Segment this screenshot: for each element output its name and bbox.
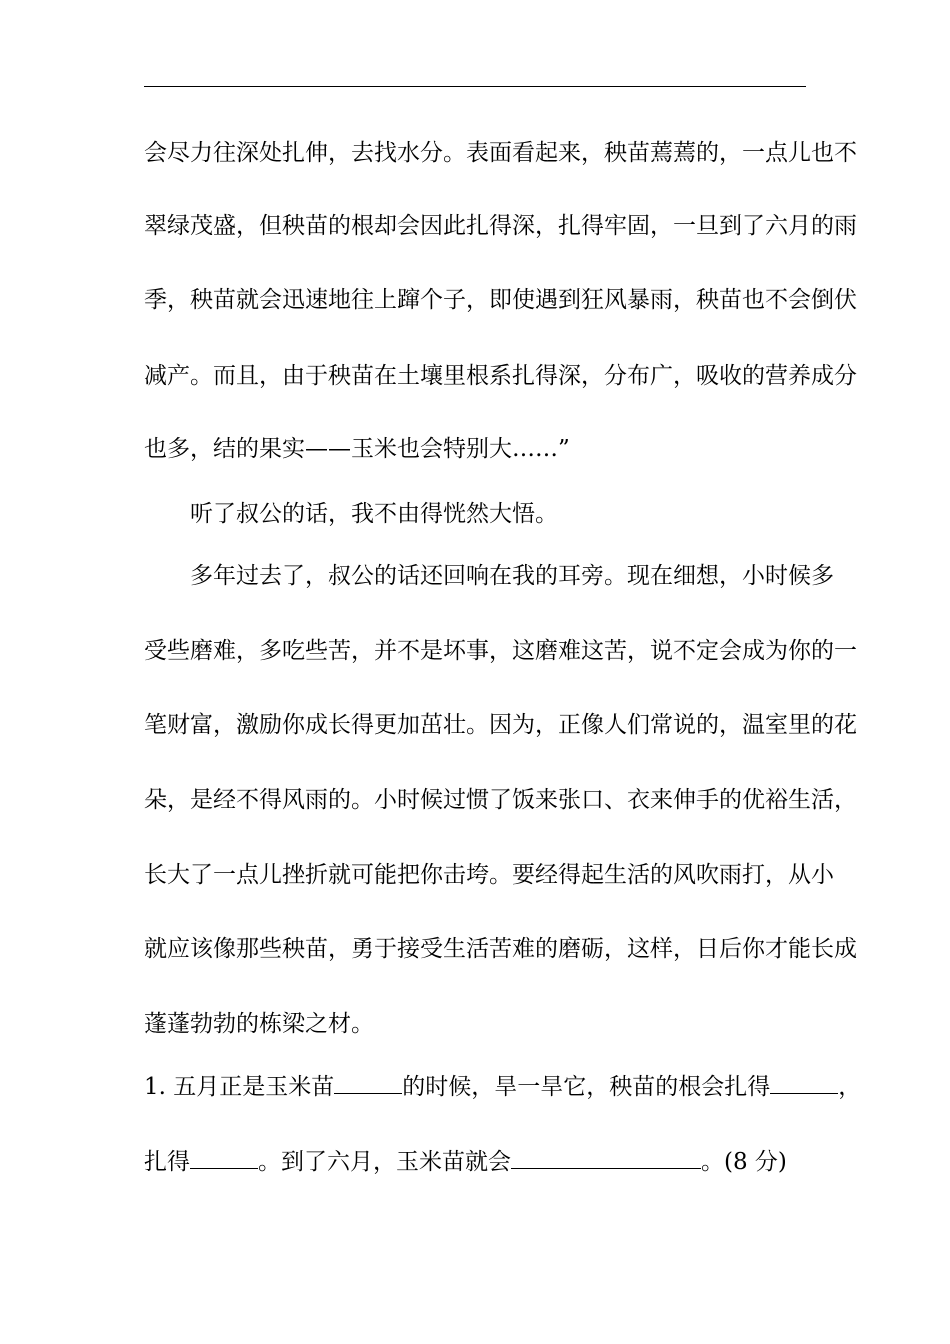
question-text: 。(8 分) [701,1149,787,1175]
answer-blank[interactable] [190,1148,258,1169]
answer-blank[interactable] [334,1073,402,1094]
passage-line: 笔财富，激励你成长得更加茁壮。因为，正像人们常说的，温室里的花 [144,712,857,738]
passage-line: 多年过去了，叔公的话还回响在我的耳旁。现在细想，小时候多 [190,563,834,589]
passage-line: 就应该像那些秧苗，勇于接受生活苦难的磨砺，这样，日后你才能长成 [144,936,857,962]
question-text: 的时候，旱一旱它，秧苗的根会扎得 [402,1074,771,1100]
question-text: ， [838,1074,862,1100]
question-text: 。到了六月，玉米苗就会 [258,1149,511,1175]
passage-line: 减产。而且，由于秧苗在土壤里根系扎得深，分布广，吸收的营养成分 [144,363,857,389]
question-text: 1. 五月正是玉米苗 [144,1074,335,1100]
passage-line: 也多，结的果实——玉米也会特别大……” [144,436,570,462]
passage-line: 受些磨难，多吃些苦，并不是坏事，这磨难这苦，说不定会成为你的一 [144,638,857,664]
passage-line: 翠绿茂盛，但秧苗的根却会因此扎得深，扎得牢固，一旦到了六月的雨 [144,213,857,239]
paragraph-2: 听了叔公的话，我不由得恍然大悟。 [190,501,558,527]
passage-line: 蓬蓬勃勃的栋梁之材。 [144,1011,374,1037]
answer-blank[interactable] [511,1148,701,1169]
passage-line: 朵，是经不得风雨的。小时候过惯了饭来张口、衣来伸手的优裕生活， [144,787,857,813]
passage-line: 会尽力往深处扎伸，去找水分。表面看起来，秧苗蔫蔫的，一点儿也不 [144,140,857,166]
passage-line: 季，秧苗就会迅速地往上蹿个子，即使遇到狂风暴雨，秧苗也不会倒伏 [144,287,857,313]
question-text: 扎得 [144,1149,190,1175]
answer-blank[interactable] [770,1073,838,1094]
question-line-1 [144,1072,862,1102]
question-line-2 [144,1147,824,1177]
header-rule [144,86,806,87]
passage-line: 长大了一点儿挫折就可能把你击垮。要经得起生活的风吹雨打，从小 [144,862,834,888]
